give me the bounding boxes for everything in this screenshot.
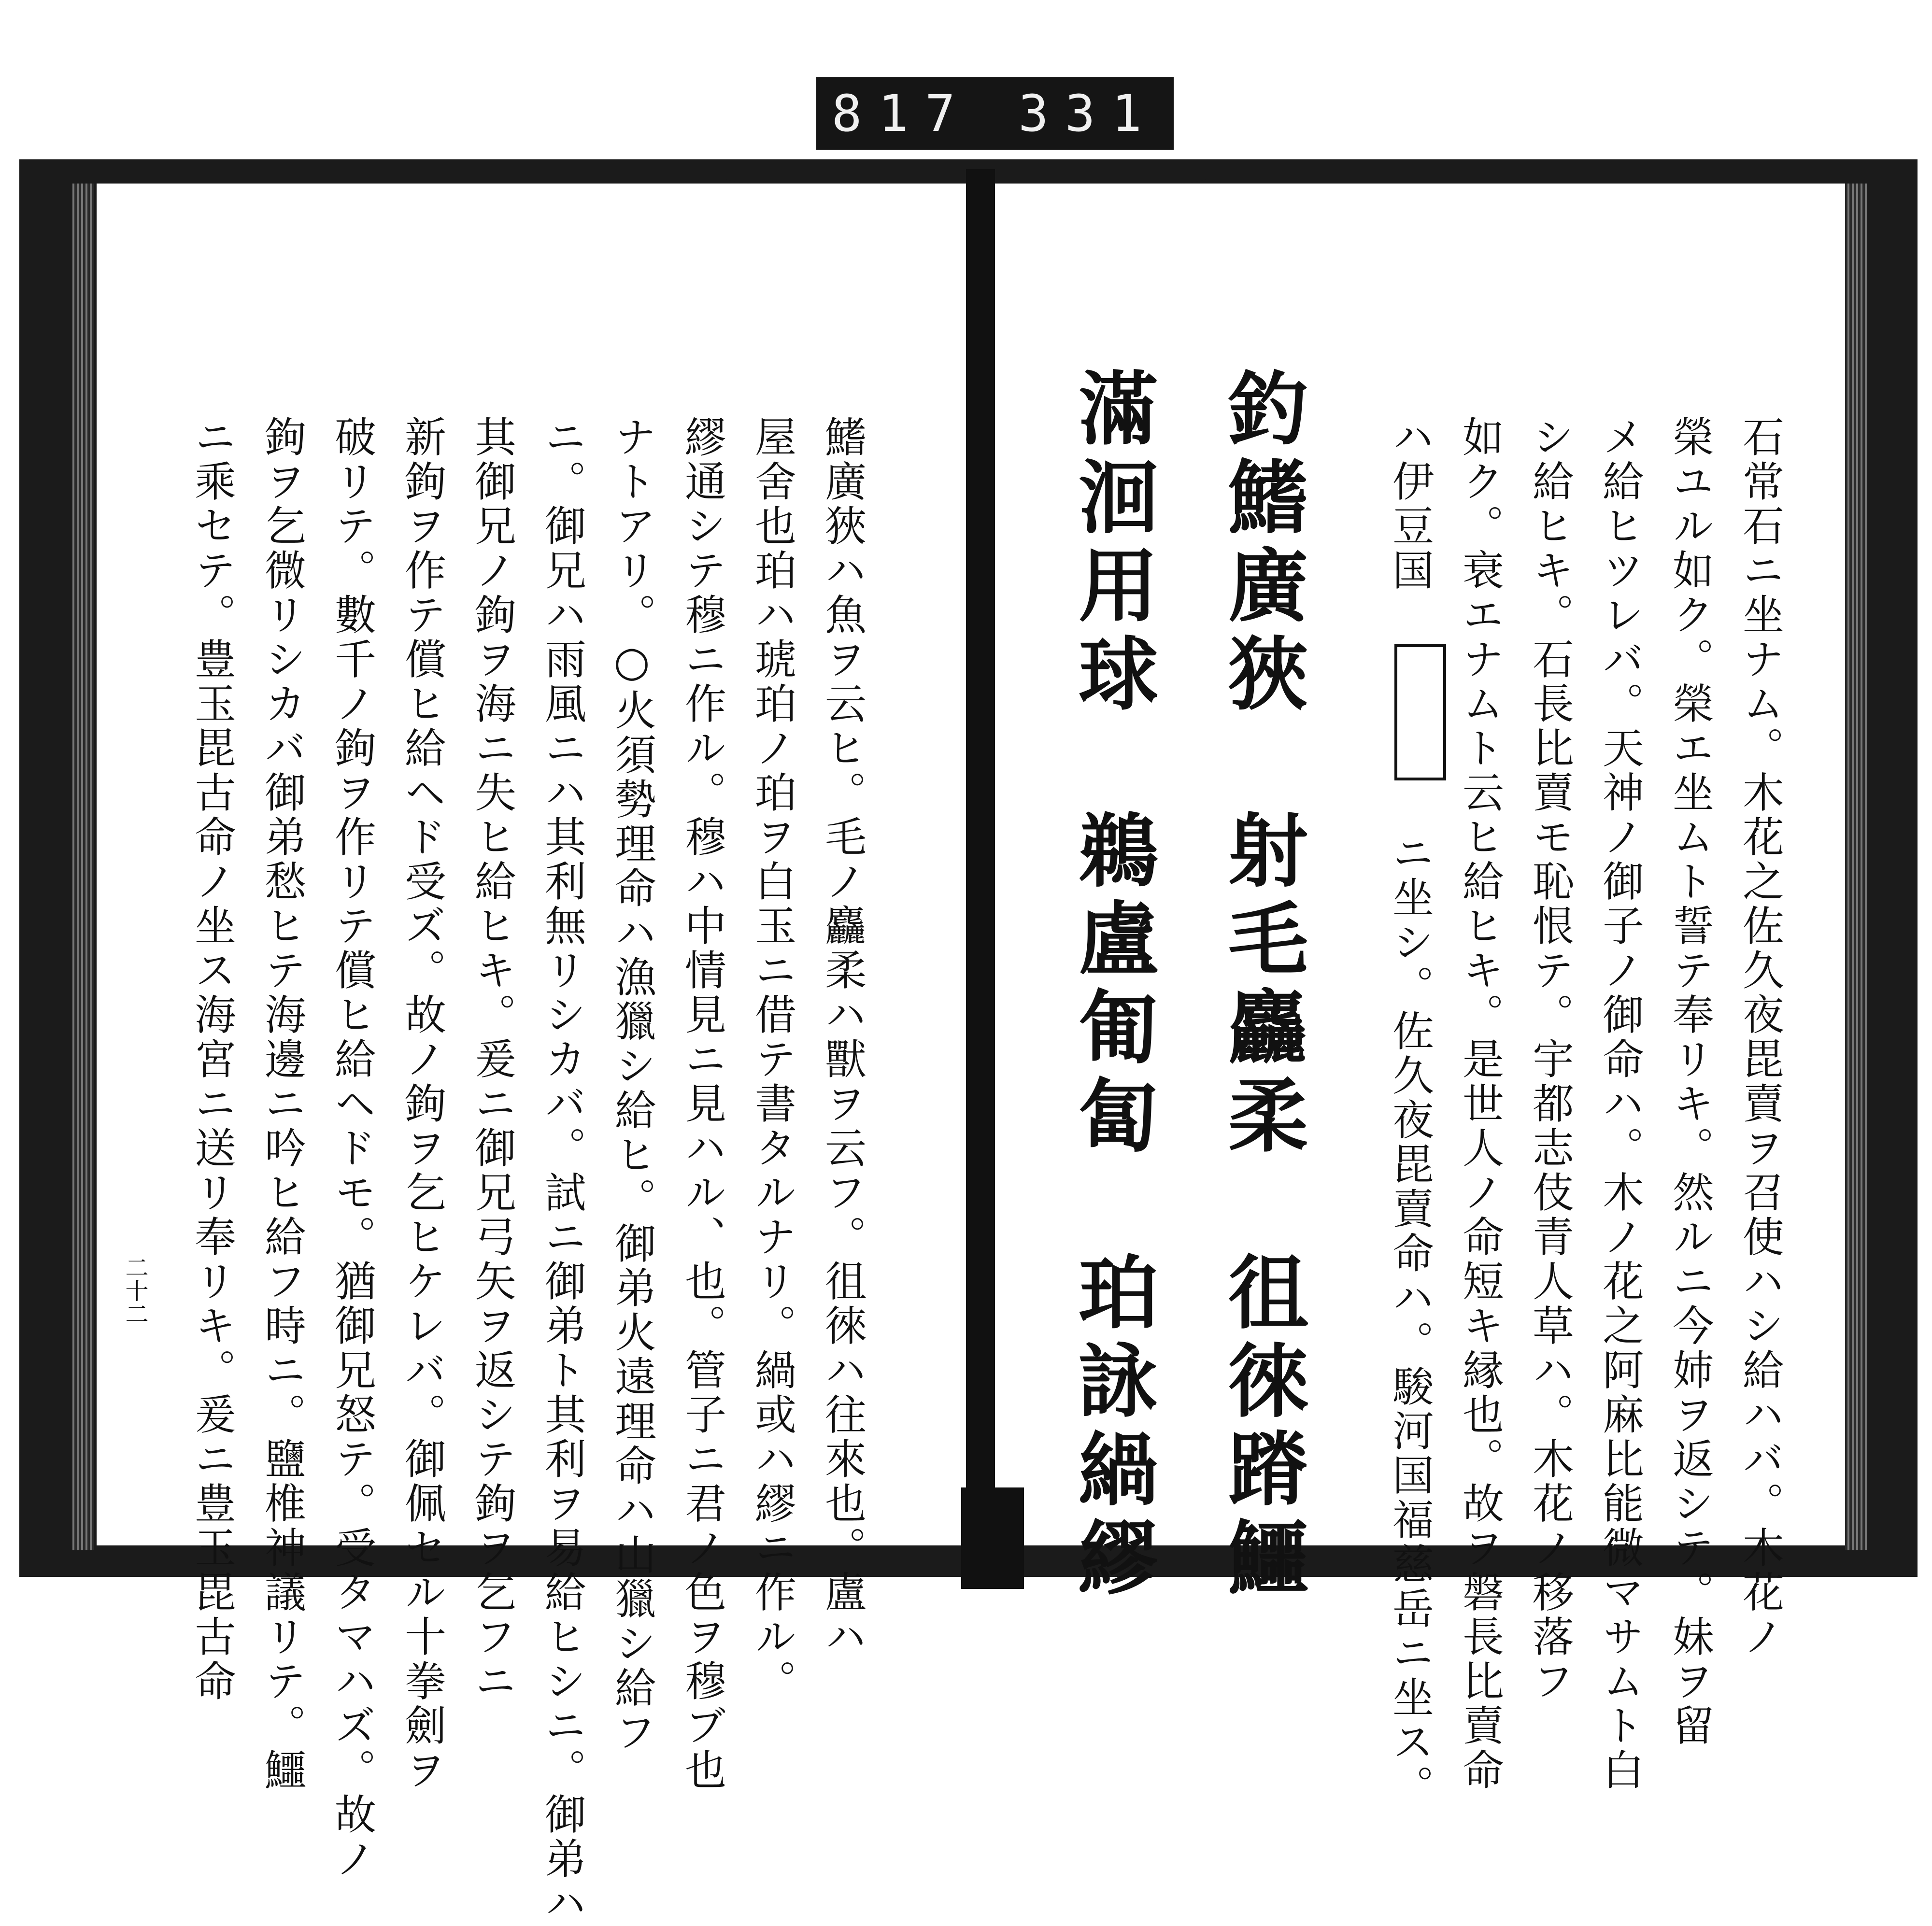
catalog-label: 817 331 (816, 77, 1174, 150)
left-body-column-9: 鉤ヲ乞微リシカバ御弟愁ヒテ海邊ニ吟ヒ給フ時ニ。鹽椎神議リテ。鱷 (257, 415, 306, 1793)
right-body-column-2: 榮ユル如ク。榮エ坐ムト誓テ奉リキ。然ルニ今姉ヲ返シテ。妹ヲ留 (1665, 415, 1714, 1748)
left-body-column-6: 其御兄ノ鉤ヲ海ニ失ヒ給ヒキ。爰ニ御兄弓矢ヲ返シテ鉤ヲ乞フニ (468, 415, 516, 1704)
left-body-column-10: ニ乘セテ。豊玉毘古命ノ坐ス海宮ニ送リ奉リキ。爰ニ豊玉毘古命 (187, 415, 236, 1704)
right-body-column-1: 石常石ニ坐ナム。木花之佐久夜毘賣ヲ召使ハシ給ハバ。木花ノ (1735, 415, 1784, 1659)
left-body-column-8: 破リテ。數千ノ鉤ヲ作リテ償ヒ給ヘドモ。猶御兄怒テ。受タマハズ。故ノ (327, 415, 376, 1882)
left-body-column-3: 繆通シテ穆ニ作ル。穆ハ中情見ニ見ハル、也。管子ニ君ノ色ヲ穆ブ也 (678, 415, 726, 1793)
left-body-column-4: ナトアリ。○火須勢理命ハ漁獵シ給ヒ。御弟火遠理命ハ山獵シ給フ (608, 415, 656, 1755)
left-body-column-5: ニ。御兄ハ雨風ニハ其利無リシカバ。試ニ御弟ト其利ヲ易給ヒシニ。御弟ハ (538, 415, 586, 1926)
right-body-column-6 (1385, 415, 1446, 1809)
book-spine (966, 169, 995, 1570)
right-body-column-3: メ給ヒツレバ。天神ノ御子ノ御命ハ。木ノ花之阿麻比能微マサムト白 (1595, 415, 1644, 1793)
folio-number: 二十二 (121, 1256, 148, 1325)
province-label: ハ伊豆国 (1385, 415, 1434, 593)
bottom-stub (961, 1487, 1024, 1589)
vocab-column-2: 滿洄用球 鵜盧匍匐 珀詠緺繆 (1065, 367, 1159, 1604)
right-body-column-5: 如ク。衰エナムト云ヒ給ヒキ。是世人ノ命短キ縁也。故ヲ磐長比賣命 (1455, 415, 1504, 1793)
left-body-column-1: 鰭廣狹ハ魚ヲ云ヒ。毛ノ麤柔ハ獸ヲ云フ。徂徠ハ往來也。盧ハ (818, 415, 866, 1659)
right-fore-edge (1845, 184, 1867, 1550)
left-body-column-2: 屋舍也珀ハ琥珀ノ珀ヲ白玉ニ借テ書タルナリ。緺或ハ繆ニ作ル。 (748, 415, 796, 1704)
right-body-column-4: シ給ヒキ。石長比賣モ恥恨テ。宇都志伎青人草ハ。木花ノ移落フ (1525, 415, 1574, 1704)
left-body-column-7: 新鉤ヲ作テ償ヒ給ヘド受ズ。故ノ鉤ヲ乞ヒケレバ。御佩セル十拳劍ヲ (398, 415, 446, 1793)
left-fore-edge (72, 184, 94, 1550)
vocab-column-1: 釣鰭廣狹 射毛麤柔 徂徠蹐鱷 (1215, 367, 1309, 1604)
blank-box (1394, 644, 1446, 780)
box-continuation: ニ坐シ。佐久夜毘賣命ハ。駿河国福慈岳ニ坐ス。 (1385, 832, 1434, 1809)
